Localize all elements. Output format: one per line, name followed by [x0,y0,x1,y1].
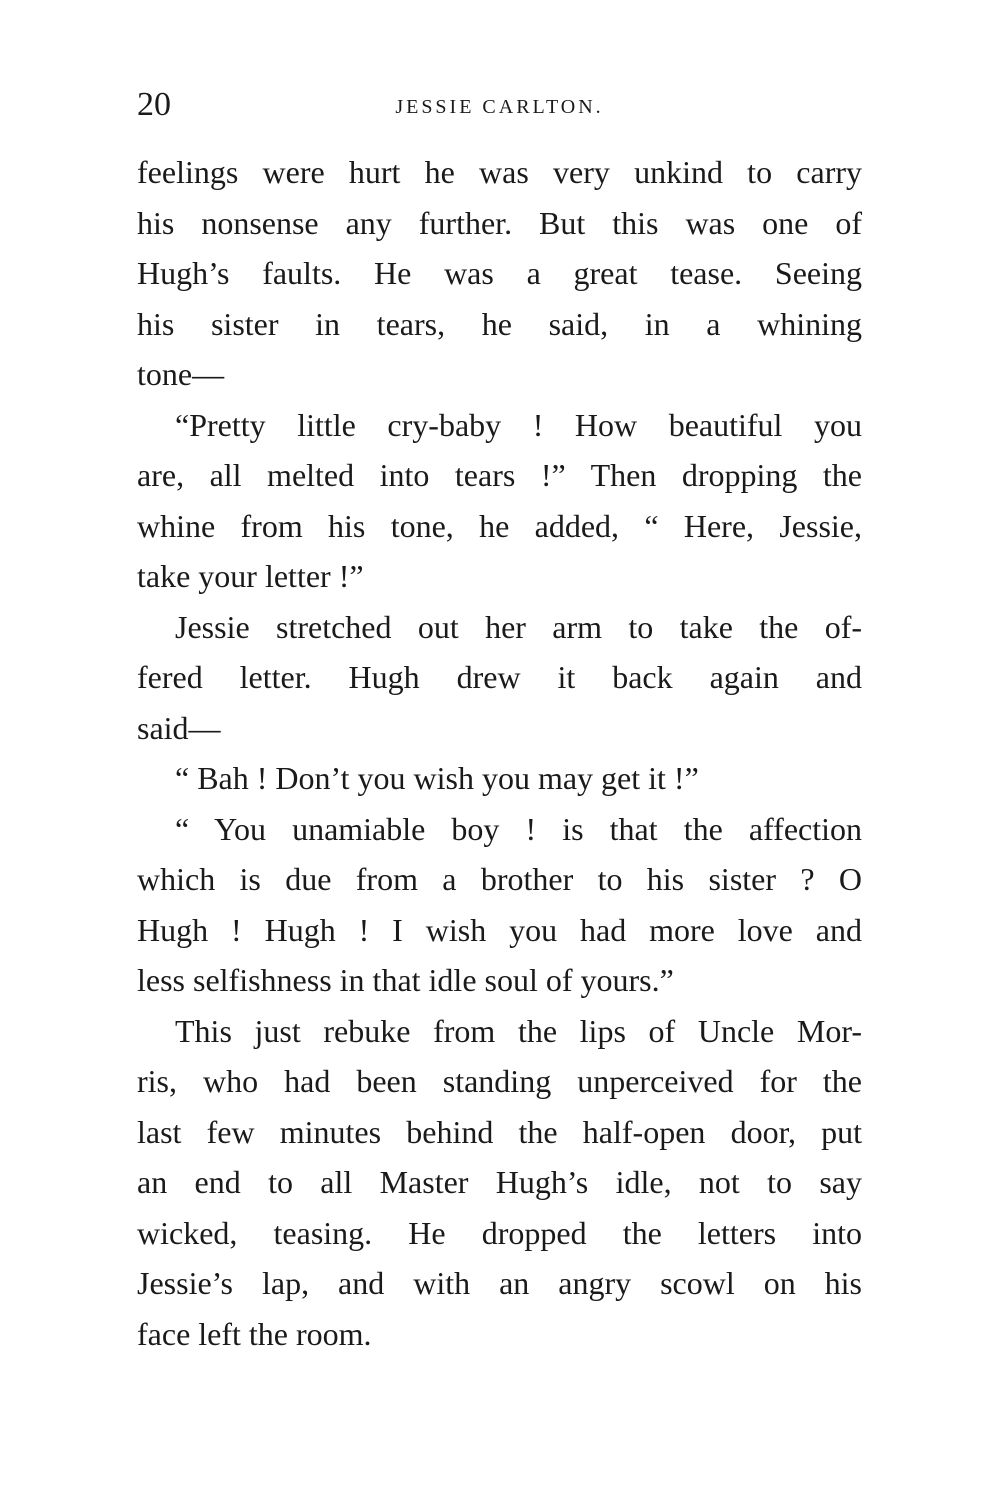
body-text [137,147,862,1359]
text-line: wicked, teasing. He dropped the letters into [137,1214,862,1251]
page-number: 20 [137,86,171,123]
book-title: JESSIE CARLTON. [395,96,604,118]
text-line: whine from his tone, he added, “ Here, Jessie, [137,507,862,544]
text-line: “ Bah ! Don’t you wish you may get it !” [175,760,699,796]
paragraph [137,147,862,400]
text-line: take your letter !” [137,558,364,594]
paragraph [137,602,862,754]
paragraph [137,753,862,804]
text-line: Jessie stretched out her arm to take the of- [175,608,862,645]
text-line: This just rebuke from the lips of Uncle Mor- [175,1012,862,1049]
text-line: his sister in tears, he said, in a whining [137,305,862,342]
text-line: less selfishness in that idle soul of yours.” [137,962,674,998]
text-line: Hugh ! Hugh ! I wish you had more love and [137,911,862,948]
text-line: which is due from a brother to his sister ? O [137,861,862,897]
text-line: are, all melted into tears !” Then dropping the [137,457,862,493]
text-line: “ You unamiable boy ! is that the affection [175,810,862,847]
text-line: tone— [137,356,225,392]
running-head [137,80,862,130]
text-line: fered letter. Hugh drew it back again and [137,659,862,695]
text-line: “Pretty little cry-baby ! How beautiful you [175,406,862,443]
paragraph [137,804,862,1006]
text-line: Jessie’s lap, and with an angry scowl on his [137,1265,862,1301]
text-line: feelings were hurt he was very unkind to carry [137,154,862,190]
text-line: ris, who had been standing unperceived for the [137,1063,862,1099]
text-line: Hugh’s faults. He was a great tease. Seeing [137,255,862,291]
text-line: an end to all Master Hugh’s idle, not to say [137,1164,862,1200]
text-line: face left the room. [137,1315,372,1352]
text-line: said— [137,709,221,746]
text-line: last few minutes behind the half-open door, put [137,1113,862,1150]
text-line: his nonsense any further. But this was one of [137,204,862,241]
paragraph [137,1006,862,1360]
paragraph [137,400,862,602]
